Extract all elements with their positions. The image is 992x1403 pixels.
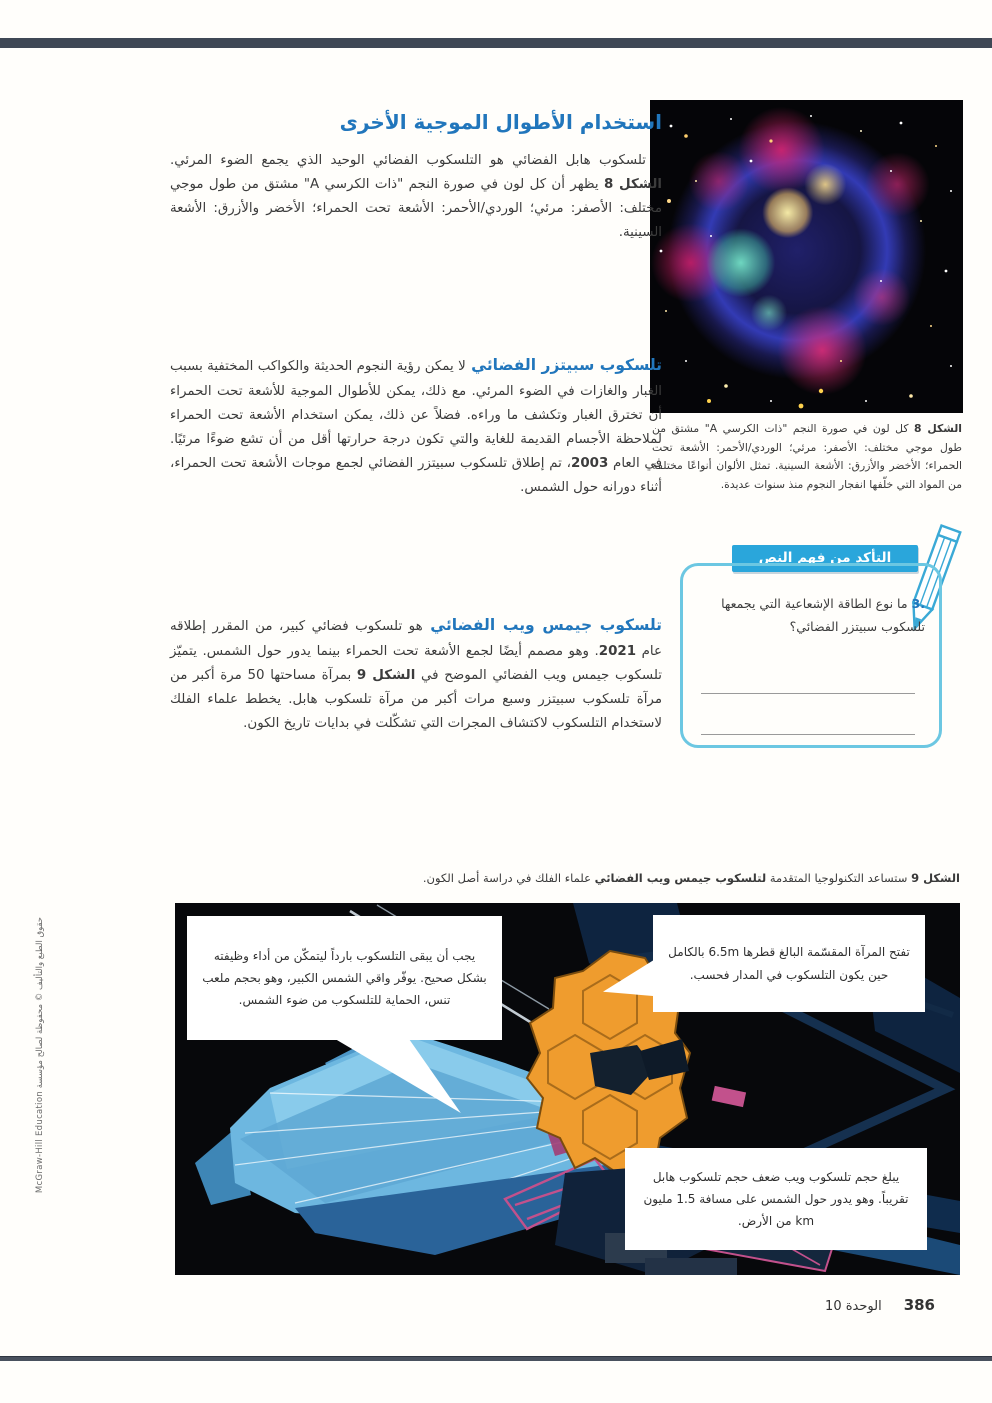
page-bottom-rule <box>0 1356 992 1361</box>
callout-size <box>625 1148 927 1250</box>
copyright-sidebar: حقوق الطبع والتأليف © محفوظة لصالح مؤسسة McGraw-Hill Education <box>35 916 45 1194</box>
page-top-rule <box>0 38 992 48</box>
spitzer-year: 2003 <box>571 456 609 472</box>
spitzer-subheading: تلسكوب سبيتزر الفضائي <box>465 356 662 374</box>
webb-text-cont: . وهو مصمم أيضًا لجمع الأشعة تحت الحمراء بينما يدور حول الشمس. يتميّز تلسكوب جيمس ويب الفضائي الموضح في <box>170 643 662 684</box>
callout-mirror-text: تفتح المرآة المقسّمة البالغ قطرها 6.5m بالكامل حين يكون التلسكوب في المدار فحسب. <box>668 945 910 982</box>
figure8-nebula-image <box>650 100 963 413</box>
unit-label: الوحدة 10 <box>825 1299 882 1314</box>
question-text: ما نوع الطاقة الإشعاعية التي يجمعها تلسكوب سبيتزر الفضائي؟ <box>721 596 925 635</box>
figure9-telescope-image <box>175 903 960 1275</box>
webb-text: هو تلسكوب فضائي كبير، من المقرر إطلاقه عام <box>170 619 662 659</box>
section-heading: استخدام الأطوال الموجية الأخرى <box>339 110 662 134</box>
figure9-label: الشكل 9 <box>911 871 960 885</box>
figure9-caption-text: ستساعد التكنولوجيا المتقدمة <box>766 871 912 885</box>
intro-paragraph <box>170 149 662 246</box>
figure9-caption-bold: لتلسكوب جيمس ويب الفضائي <box>594 871 767 885</box>
answer-line-2 <box>701 734 915 735</box>
intro-text: تلسكوب هابل الفضائي هو التلسكوب الفضائي الوحيد الذي يجمع الضوء المرئي. <box>170 153 646 168</box>
spitzer-text: لا يمكن رؤية النجوم الحديثة والكواكب المختفية بسبب الغبار والغازات في الضوء المرئي. مع ذلك، يمكن للأطوال الموجية للأشعة تحت الحمراء أن تخترق الغبار وتكشف ما وراءه. فضلاً عن ذلك، يمكن استخدام الأشعة تحت الحمراء لملاحظة الأجسام القديمة للغاية والتي تكون درجة حرارتها أقل من أن تشع ضوءًا مرئيًا. في العام <box>170 359 662 472</box>
webb-paragraph <box>170 612 662 736</box>
question-number: 3. <box>911 596 925 611</box>
callout-sunshield <box>187 916 502 1040</box>
spitzer-paragraph <box>170 352 662 501</box>
figure9-caption-end: علماء الفلك في دراسة أصل الكون. <box>422 871 595 885</box>
page-number: 386 <box>903 1296 935 1314</box>
intro-text-cont: يظهر أن كل لون في صورة النجم "ذات الكرسي A" مشتق من طول موجي مختلف: الأصفر: مرئي؛ الوردي/الأحمر: الأشعة تحت الحمراء؛ الأخضر والأزرق: الأشعة السينية. <box>170 177 662 241</box>
figure8-reference: الشكل 8 <box>603 177 662 193</box>
webb-subheading: تلسكوب جيمس ويب الفضائي <box>422 616 662 634</box>
page-footer <box>825 1296 935 1314</box>
figure9-caption <box>300 871 960 885</box>
check-understanding-box <box>680 563 942 748</box>
callout-sunshield-text: يجب أن يبقى التلسكوب بارداً ليتمكّن من أداء وظيفته بشكل صحيح. يوفّر واقي الشمس الكبير، وهو بحجم ملعب تنس، الحماية للتلسكوب من ضوء الشمس. <box>202 948 487 1008</box>
spitzer-text-cont: ، تم إطلاق تلسكوب سبيتزر الفضائي لجمع موجات الأشعة تحت الحمراء، أثناء دورانه حول الشمس. <box>170 456 662 496</box>
check-question <box>710 592 925 638</box>
figure8-caption <box>652 420 962 494</box>
webb-text-end: بمرآة مساحتها 50 مرة أكبر من مرآة تلسكوب سبيتزر وسبع مرات أكبر من مرآة تلسكوب هابل. يخطط علماء الفلك لاستخدام التلسكوب لاكتشاف المجرات التي تشكّلت في بدايات تاريخ الكون. <box>170 668 662 732</box>
answer-line-1 <box>701 693 915 694</box>
callout-size-text: يبلغ حجم تلسكوب ويب ضعف حجم تلسكوب هابل تقريباً. وهو يدور حول الشمس على مسافة 1.5 مليون km من الأرض. <box>643 1169 909 1229</box>
check-understanding-banner: التأكد من فهم النص <box>732 545 918 572</box>
figure9-reference: الشكل 9 <box>356 668 416 684</box>
figure8-caption-text: كل لون في صورة النجم "ذات الكرسي A" مشتق من طول موجي مختلف: الأصفر: مرئي؛ الوردي/الأحمر: الأشعة تحت الحمراء؛ الأخضر والأزرق: الأشعة السينية. تمثل الألوان أنواعًا مختلفة من المواد التي خلّفها انفجار النجوم منذ سنوات عديدة. <box>652 422 962 491</box>
callout-mirror <box>653 915 925 1012</box>
figure8-label: الشكل 8 <box>913 422 962 435</box>
webb-year: 2021 <box>598 643 637 659</box>
